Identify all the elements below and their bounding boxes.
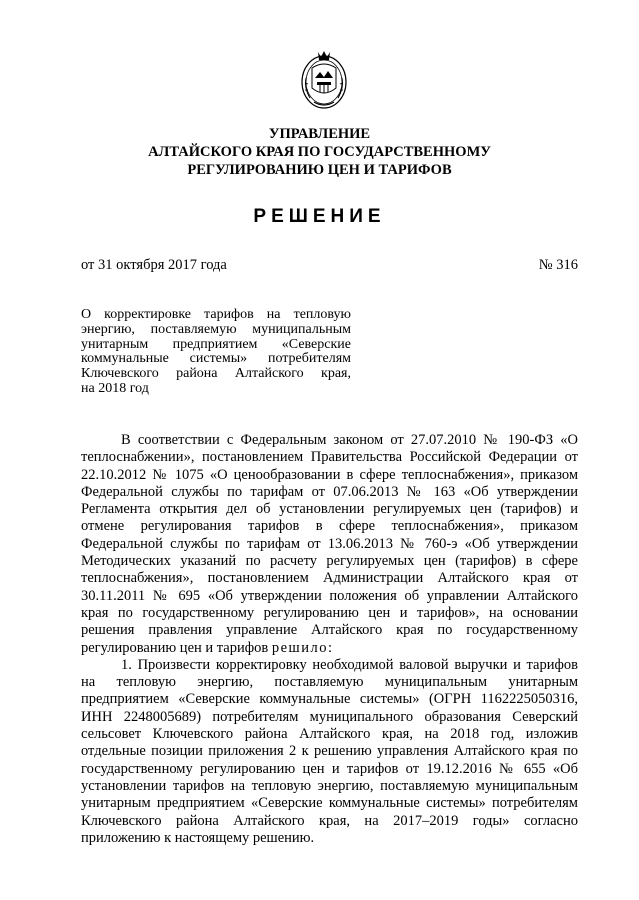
- subject-line: коммунальные системы» потребителям: [81, 351, 351, 367]
- document-subject: [81, 308, 351, 397]
- body-line: на тепловую энергию, поставляемую муниципальным унитарным: [81, 674, 578, 691]
- subject-line: унитарным предприятием «Северские: [81, 336, 351, 352]
- body-line: 30.11.2011 № 695 «Об утверждении положения об управлении Алтайского: [81, 587, 578, 604]
- body-line: теплоснабжения», постановлением Администрации Алтайского края от: [81, 570, 578, 587]
- subject-line: энергию, поставляемую муниципальным: [81, 321, 351, 337]
- body-line: решения правления управление Алтайского края по государственному: [81, 622, 578, 639]
- document-date: от 31 октября 2017 года: [81, 257, 227, 273]
- body-line: ИНН 2248005689) потребителям муниципального образования Северский: [81, 708, 578, 725]
- body-line: приложению к настоящему решению.: [81, 829, 315, 846]
- body-line: 22.10.2012 № 1075 «О ценообразовании в сфере теплоснабжения», приказом: [81, 466, 578, 483]
- body-line: государственному регулированию цен и тарифов от 19.12.2016 № 655 «Об: [81, 760, 578, 777]
- body-line: Федеральной службы по тарифам от 07.06.2013 № 163 «Об утверждении: [81, 483, 578, 500]
- body-line: отдельные позиции приложения 2 к решению управления Алтайского края по: [81, 743, 578, 760]
- body-line: Ключевского района Алтайского края, на 2017–2019 годы» согласно: [81, 812, 578, 829]
- document-type-title: РЕШЕНИЕ: [253, 206, 386, 227]
- body-line: отмене регулирования тарифов в сфере теплоснабжения», приказом: [81, 518, 578, 535]
- org-line: УПРАВЛЕНИЕ: [268, 126, 371, 142]
- org-line: РЕГУЛИРОВАНИЮ ЦЕН И ТАРИФОВ: [187, 162, 452, 178]
- subject-line: О корректировке тарифов на тепловую: [81, 307, 351, 322]
- body-line: Федеральной службы по тарифам от 13.06.2013 № 760-э «Об утверждении: [81, 535, 578, 552]
- subject-line: на 2018 год: [81, 380, 149, 396]
- organization-name: [0, 125, 639, 179]
- body-line: унитарным предприятием «Северские коммунальные системы» потребителям: [81, 795, 578, 812]
- body-line: теплоснабжении», постановлением Правительства Российской Федерации от: [81, 449, 578, 466]
- document-number: № 316: [538, 257, 578, 273]
- body-line: сельсовет Ключевского района Алтайского края, на 2018 год, изложив: [81, 726, 578, 743]
- body-line: 1. Произвести корректировку необходимой валовой выручки и тарифов: [121, 656, 578, 673]
- body-line-resolution: [81, 640, 578, 657]
- org-line: АЛТАЙСКОГО КРАЯ ПО ГОСУДАРСТВЕННОМУ: [148, 144, 491, 160]
- body-line-text: регулированию цен и тарифов: [81, 639, 272, 656]
- body-line: В соответствии с Федеральным законом от 27.07.2010 № 190-ФЗ «О: [121, 432, 578, 448]
- colon: :: [327, 639, 332, 656]
- document-body: [81, 432, 578, 847]
- body-line: предприятием «Северские коммунальные системы» (ОГРН 1162225050316,: [81, 691, 578, 708]
- altai-krai-coat-of-arms-icon: [298, 48, 350, 112]
- body-line: края по государственному регулированию цен и тарифов», на основании: [81, 604, 578, 621]
- body-line: установлении тарифов на тепловую энергию, поставляемую муниципальным: [81, 777, 578, 794]
- subject-line: Ключевского района Алтайского края,: [81, 366, 351, 382]
- body-line: Методических указаний по расчету регулируемых цен (тарифов) в сфере: [81, 553, 578, 570]
- resolved-word: решило: [271, 639, 328, 656]
- body-line: Регламента открытия дел об установлении регулируемых цен (тарифов) и: [81, 501, 578, 518]
